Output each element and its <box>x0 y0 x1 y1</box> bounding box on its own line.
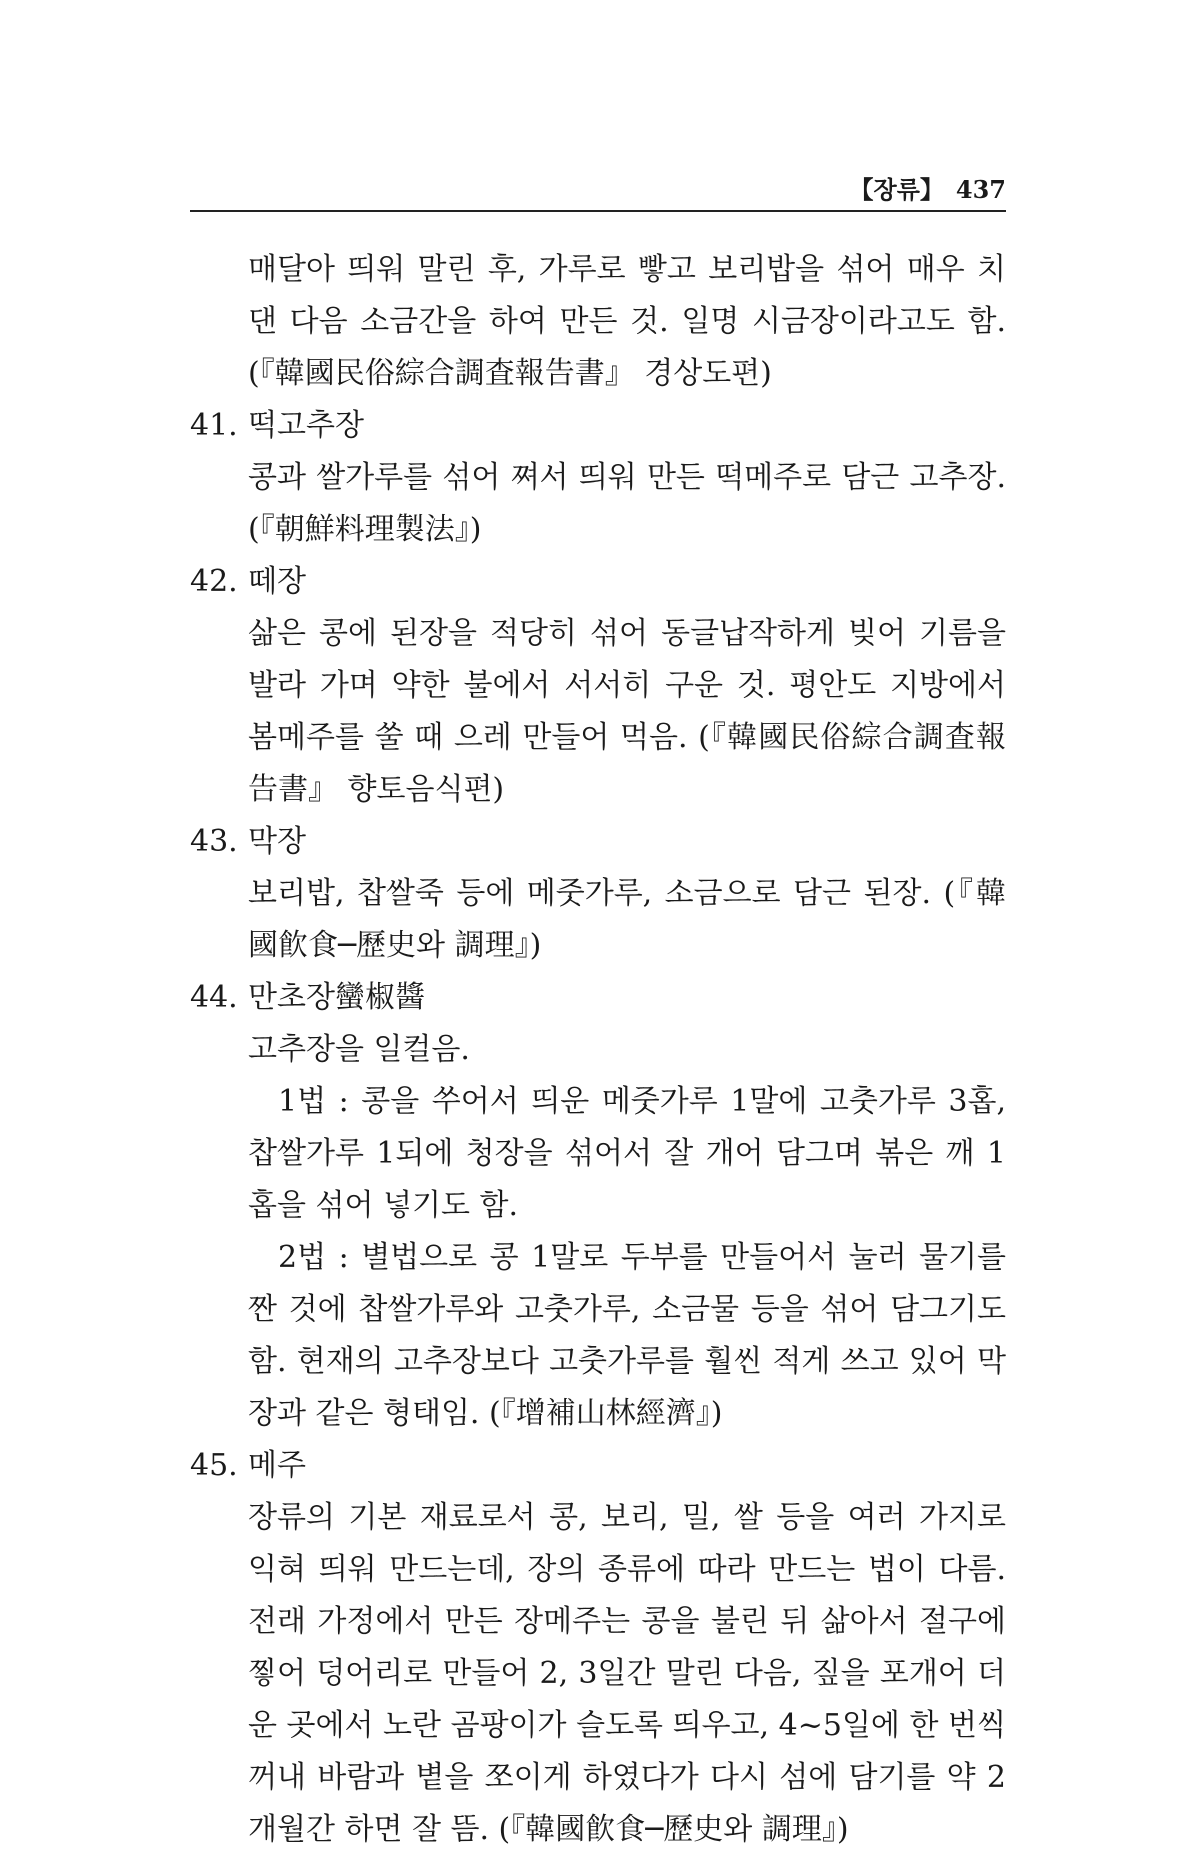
entry-paragraph: 삶은 콩에 된장을 적당히 섞어 동글납작하게 빚어 기름을 발라 가며 약한 불에서 서서히 구운 것. 평안도 지방에서 봄메주를 쑬 때 으레 만들어 먹음. (『韓國民俗綜合調査報告書』 향토음식편) <box>248 616 1006 807</box>
method-2-paragraph: 2법 : 별법으로 콩 1말로 두부를 만들어서 눌러 물기를 짠 것에 찹쌀가루와 고춧가루, 소금물 등을 섞어 담그기도 함. 현재의 고추장보다 고춧가루를 훨씬 적게 쓰고 있어 막장과 같은 형태임. (『增補山林經濟』) <box>248 1240 1006 1431</box>
entry-41 <box>190 400 1006 556</box>
page-body <box>190 244 1006 1856</box>
entry-44 <box>190 972 1006 1440</box>
continuation-paragraph: 매달아 띄워 말린 후, 가루로 빻고 보리밥을 섞어 매우 치댄 다음 소금간을 하여 만든 것. 일명 시금장이라고도 함. (『韓國民俗綜合調査報告書』 경상도편) <box>248 252 1006 391</box>
entry-title: 만초장蠻椒醬 <box>248 980 425 1015</box>
entry-43 <box>190 816 1006 972</box>
entry-heading <box>190 400 1006 452</box>
entry-title: 떼장 <box>248 564 306 599</box>
header-rule <box>190 210 1006 212</box>
entry-heading <box>190 1440 1006 1492</box>
entry-title: 메주 <box>248 1448 306 1483</box>
method-1-paragraph: 1법 : 콩을 쑤어서 띄운 메줏가루 1말에 고춧가루 3홉, 찹쌀가루 1되에 청장을 섞어서 잘 개어 담그며 볶은 깨 1홉을 섞어 넣기도 함. <box>248 1084 1006 1223</box>
entry-45 <box>190 1440 1006 1856</box>
entry-paragraph: 보리밥, 찹쌀죽 등에 메줏가루, 소금으로 담근 된장. (『韓國飮食─歷史와 調理』) <box>248 876 1006 963</box>
entry-heading <box>190 972 1006 1024</box>
entry-title: 막장 <box>248 824 306 859</box>
entry-title: 떡고추장 <box>248 408 364 443</box>
page-number: 437 <box>955 175 1006 204</box>
section-label: 【장류】 <box>849 175 944 204</box>
entry-paragraph: 콩과 쌀가루를 섞어 쪄서 띄워 만든 떡메주로 담근 고추장. (『朝鮮料理製法』) <box>248 460 1006 547</box>
entry-number: 41. <box>190 408 238 443</box>
entry-number: 42. <box>190 564 238 599</box>
page-header <box>190 170 1006 210</box>
entry-heading <box>190 816 1006 868</box>
entry-number: 44. <box>190 980 238 1015</box>
entry-paragraph: 고추장을 일컬음. <box>248 1032 470 1067</box>
entry-42 <box>190 556 1006 816</box>
entry-heading <box>190 556 1006 608</box>
entry-paragraph: 장류의 기본 재료로서 콩, 보리, 밀, 쌀 등을 여러 가지로 익혀 띄워 만드는데, 장의 종류에 따라 만드는 법이 다름. 전래 가정에서 만든 장메주는 콩을 불린 뒤 삶아서 절구에 찧어 덩어리로 만들어 2, 3일간 말린 다음, 짚을 포개어 더운 곳에서 노란 곰팡이가 슬도록 띄우고, 4~5일에 한 번씩 꺼내 바람과 볕을 쪼이게 하였다가 다시 섬에 담기를 약 2개월간 하면 잘 뜸. (『韓國飮食─歷史와 調理』) <box>248 1500 1006 1847</box>
entry-number: 43. <box>190 824 238 859</box>
entry-number: 45. <box>190 1448 238 1483</box>
